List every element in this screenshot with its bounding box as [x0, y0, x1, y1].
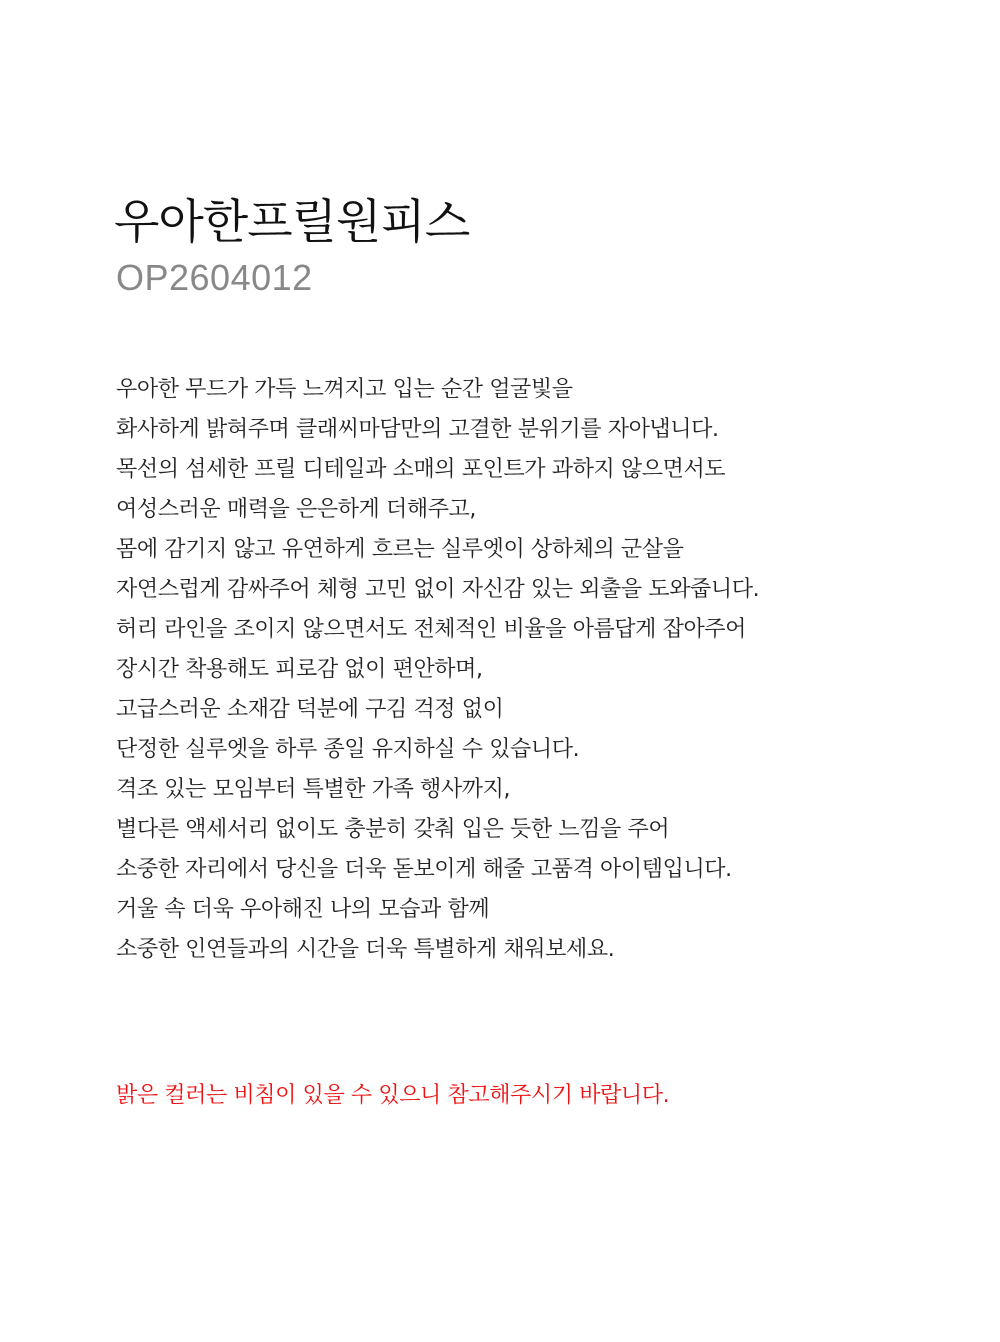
- description-line: 격조 있는 모임부터 특별한 가족 행사까지,: [116, 777, 511, 802]
- description-line: 장시간 착용해도 피로감 없이 편안하며,: [116, 657, 483, 682]
- description-line: 별다른 액세서리 없이도 충분히 갖춰 입은 듯한 느낌을 주어: [116, 817, 670, 842]
- description-line: 자연스럽게 감싸주어 체형 고민 없이 자신감 있는 외출을 도와줍니다.: [116, 577, 760, 602]
- description-line: 거울 속 더욱 우아해진 나의 모습과 함께: [116, 897, 490, 922]
- color-transparency-notice: 밝은 컬러는 비침이 있을 수 있으니 참고해주시기 바랍니다.: [116, 1083, 670, 1108]
- description-line: 소중한 인연들과의 시간을 더욱 특별하게 채워보세요.: [116, 937, 615, 962]
- description-line: 고급스러운 소재감 덕분에 구김 걱정 없이: [116, 697, 504, 722]
- description-line: 몸에 감기지 않고 유연하게 흐르는 실루엣이 상하체의 군살을: [116, 537, 684, 562]
- description-line: 여성스러운 매력을 은은하게 더해주고,: [116, 497, 477, 522]
- product-description: [116, 370, 759, 970]
- description-line: 소중한 자리에서 당신을 더욱 돋보이게 해줄 고품격 아이템입니다.: [116, 857, 732, 882]
- product-code: OP2604012: [116, 257, 313, 298]
- description-line: 단정한 실루엣을 하루 종일 유지하실 수 있습니다.: [116, 737, 580, 762]
- description-line: 목선의 섬세한 프릴 디테일과 소매의 포인트가 과하지 않으면서도: [116, 457, 726, 482]
- description-line: 우아한 무드가 가득 느껴지고 입는 순간 얼굴빛을: [116, 377, 573, 402]
- description-line: 화사하게 밝혀주며 클래씨마담만의 고결한 분위기를 자아냅니다.: [116, 417, 719, 442]
- description-line: 허리 라인을 조이지 않으면서도 전체적인 비율을 아름답게 잡아주어: [116, 617, 747, 642]
- product-title: 우아한프릴원피스: [114, 195, 470, 250]
